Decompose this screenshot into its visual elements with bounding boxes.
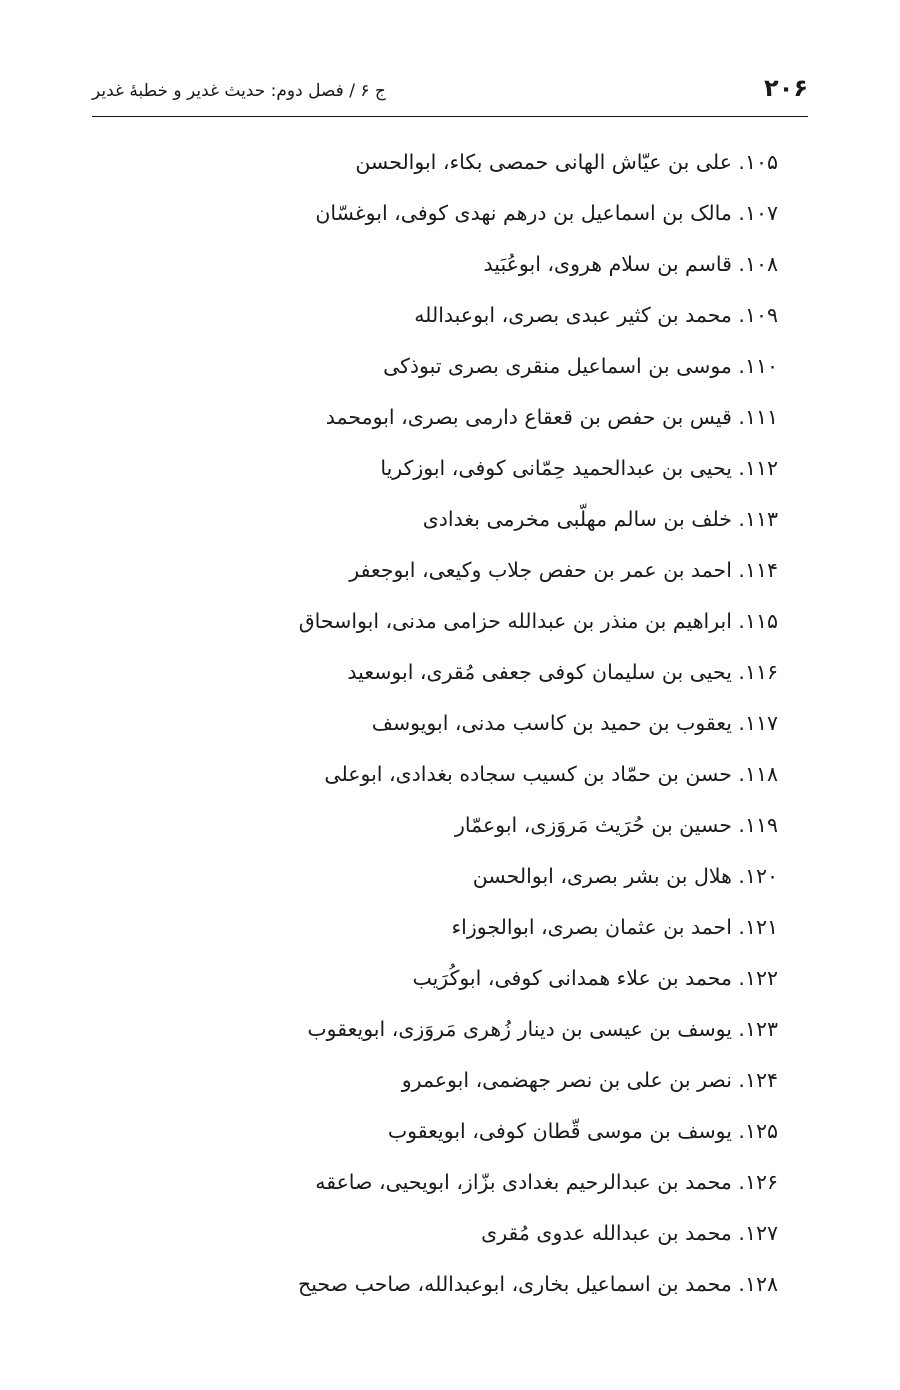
list-item: ۱۱۱. قیس بن حفص بن قعقاع دارمی بصری، ابومحمد (325, 405, 778, 429)
list-item: ۱۱۴. احمد بن عمر بن حفص جلاب وکیعی، ابوجعفر (349, 558, 778, 582)
running-title: ج ۶ / فصل دوم: حدیث غدیر و خطبهٔ غدیر (92, 81, 386, 101)
list-item: ۱۱۵. ابراهیم بن منذر بن عبدالله حزامی مدنی، ابواسحاق (298, 609, 778, 633)
list-item: ۱۰۸. قاسم بن سلام هروی، ابوعُبَید (483, 252, 778, 276)
list-item: ۱۲۳. یوسف بن عیسی بن دینار زُهری مَروَزی، ابویعقوب (307, 1017, 778, 1041)
list-item: ۱۲۵. یوسف بن موسی قّطان کوفی، ابویعقوب (387, 1119, 778, 1143)
list-item: ۱۰۵. علی بن عیّاش الهانی حمصی بکاء، ابوالحسن (355, 150, 778, 174)
list-item: ۱۲۴. نصر بن علی بن نصر جهضمی، ابوعمرو (401, 1068, 778, 1092)
list-item: ۱۲۱. احمد بن عثمان بصری، ابوالجوزاء (451, 915, 778, 939)
narrator-list (138, 137, 778, 1310)
list-item: ۱۰۹. محمد بن کثیر عبدی بصری، ابوعبدالله (414, 303, 778, 327)
list-item: ۱۱۶. یحیی بن سلیمان کوفی جعفی مُقری، ابوسعید (347, 660, 778, 684)
list-item: ۱۲۰. هلال بن بشر بصری، ابوالحسن (472, 864, 778, 888)
list-item: ۱۱۷. یعقوب بن حمید بن کاسب مدنی، ابویوسف (371, 711, 778, 735)
list-item: ۱۲۸. محمد بن اسماعیل بخاری، ابوعبدالله، صاحب صحیح (298, 1272, 778, 1296)
list-item: ۱۱۲. یحیی بن عبدالحمید حِمّانی کوفی، ابوزکریا (380, 456, 778, 480)
list-item: ۱۱۳. خلف بن سالم مهلّبی مخرمی بغدادی (422, 507, 778, 531)
list-item: ۱۱۸. حسن بن حمّاد بن کسیب سجاده بغدادی، ابوعلی (324, 762, 778, 786)
page-number: ۲۰۶ (764, 74, 808, 102)
list-item: ۱۰۷. مالک بن اسماعیل بن درهم نهدی کوفی، ابوغسّان (315, 201, 778, 225)
page-header (92, 72, 808, 112)
header-divider (92, 116, 808, 117)
list-item: ۱۲۶. محمد بن عبدالرحیم بغدادی بزّاز، ابویحیی، صاعقه (315, 1170, 778, 1194)
list-item: ۱۲۷. محمد بن عبدالله عدوی مُقری (481, 1221, 778, 1245)
list-item: ۱۱۰. موسی بن اسماعیل منقری بصری تبوذکی (383, 354, 778, 378)
list-item: ۱۲۲. محمد بن علاء همدانی کوفی، ابوکُرَیب (412, 966, 778, 990)
list-item: ۱۱۹. حسین بن حُرَیث مَروَزی، ابوعمّار (455, 813, 778, 837)
